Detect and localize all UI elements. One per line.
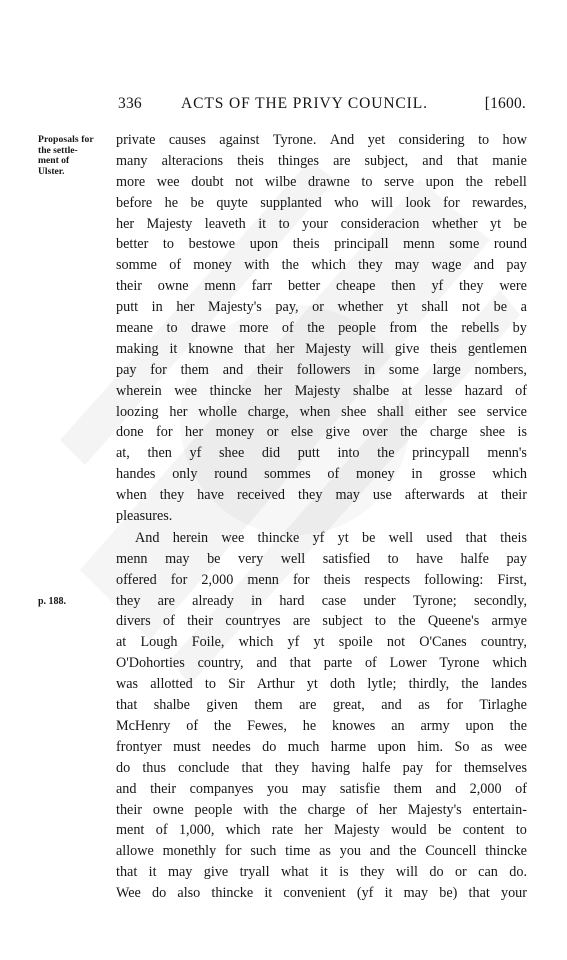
- text-line: private causes against Tyrone. And yet considering to how: [116, 132, 527, 148]
- text-line: pay for them and their followers in some large nombers,: [116, 361, 527, 378]
- text-line: loozing her wholle charge, when shee shall either see service: [116, 403, 527, 420]
- text-line: handes only round sommes of money in grosse which: [116, 466, 527, 483]
- sidenote-line: the settle-: [38, 144, 78, 156]
- sidenote-folio: p. 188.: [38, 596, 67, 607]
- text-line: better to bestowe upon theis principall menn some round: [116, 236, 527, 253]
- text-line: making it knowne that her Majesty will give theis gentlemen: [116, 340, 527, 357]
- text-line: before he be quyte supplanted who will look for rewardes,: [116, 194, 527, 211]
- text-line: Wee do also thincke it convenient (yf it may be) that your: [116, 885, 527, 902]
- text-line: that it may give tryall what it is they will do or can do.: [116, 864, 527, 881]
- text-line: they are already in hard case under Tyrone; secondly,: [116, 592, 527, 609]
- text-line: was allotted to Sir Arthur yt doth lytle; thirdly, the landes: [116, 676, 527, 693]
- text-line: McHenry of the Fewes, he knowes an army upon the: [116, 717, 527, 734]
- year-marker: [1600.: [484, 95, 526, 112]
- text-line: and their companyes you may satisfie them and 2,000 of: [116, 780, 527, 797]
- text-line: that shalbe given them are great, and as for Tirlaghe: [116, 697, 527, 714]
- paragraph: [116, 528, 527, 904]
- text-line: at, then yf shee did putt into the princypall menn's: [116, 445, 527, 462]
- text-line: do thus conclude that they having halfe pay for themselves: [116, 759, 527, 776]
- text-line: meane to drawe more of the people from the rebells by: [116, 320, 527, 337]
- text-line: somme of money with the which they may wage and pay: [116, 257, 527, 274]
- text-line: at Lough Foile, which yf yt spoile not O'Canes country,: [116, 634, 527, 651]
- running-title: ACTS OF THE PRIVY COUNCIL.: [181, 95, 428, 112]
- text-line: their owne people with the charge of her Majesty's entertain-: [116, 801, 527, 818]
- text-line: putt in her Majesty's pay, or whether yt shall not be a: [116, 299, 527, 316]
- text-line: O'Dohorties country, and that parte of Lower Tyrone which: [116, 655, 527, 672]
- text-line: offered for 2,000 menn for theis respects following: First,: [116, 571, 527, 588]
- text-line: pleasures.: [116, 508, 173, 525]
- text-line: allowe monethly for such time as you and the Councell thincke: [116, 843, 527, 860]
- page-header: [118, 95, 526, 119]
- text-line: ment of 1,000, which rate her Majesty would be content to: [116, 822, 527, 839]
- paragraph: [116, 130, 527, 527]
- text-line: And herein wee thincke yf yt be well used that theis: [135, 529, 527, 546]
- body-text: [116, 130, 527, 904]
- text-line: her Majesty leaveth it to your consideracion whether yt be: [116, 215, 527, 232]
- text-line: when they have received they may use afterwards at their: [116, 487, 527, 504]
- page-number: 336: [118, 95, 142, 112]
- sidenote-subject: [38, 135, 112, 177]
- text-line: frontyer must needes do much harme upon him. So as wee: [116, 738, 527, 755]
- text-line: more wee doubt not wilbe drawne to serve upon the rebell: [116, 173, 527, 190]
- sidenote-line: Ulster.: [38, 165, 65, 177]
- text-line: divers of their countryes are subject to the Queene's armye: [116, 613, 527, 630]
- text-line: menn may be very well satisfied to have halfe pay: [116, 550, 527, 567]
- text-line: done for her money or else give over the charge shee is: [116, 424, 527, 441]
- sidenote-line: ment of: [38, 155, 70, 166]
- text-line: wherein wee thincke her Majesty shalbe at lesse hazard of: [116, 382, 527, 399]
- text-line: many alteracions theis thinges are subject, and that manie: [116, 152, 527, 169]
- text-line: their owne menn farr better cheape then yf they were: [116, 278, 527, 295]
- sidenote-line: Proposals for: [38, 134, 94, 145]
